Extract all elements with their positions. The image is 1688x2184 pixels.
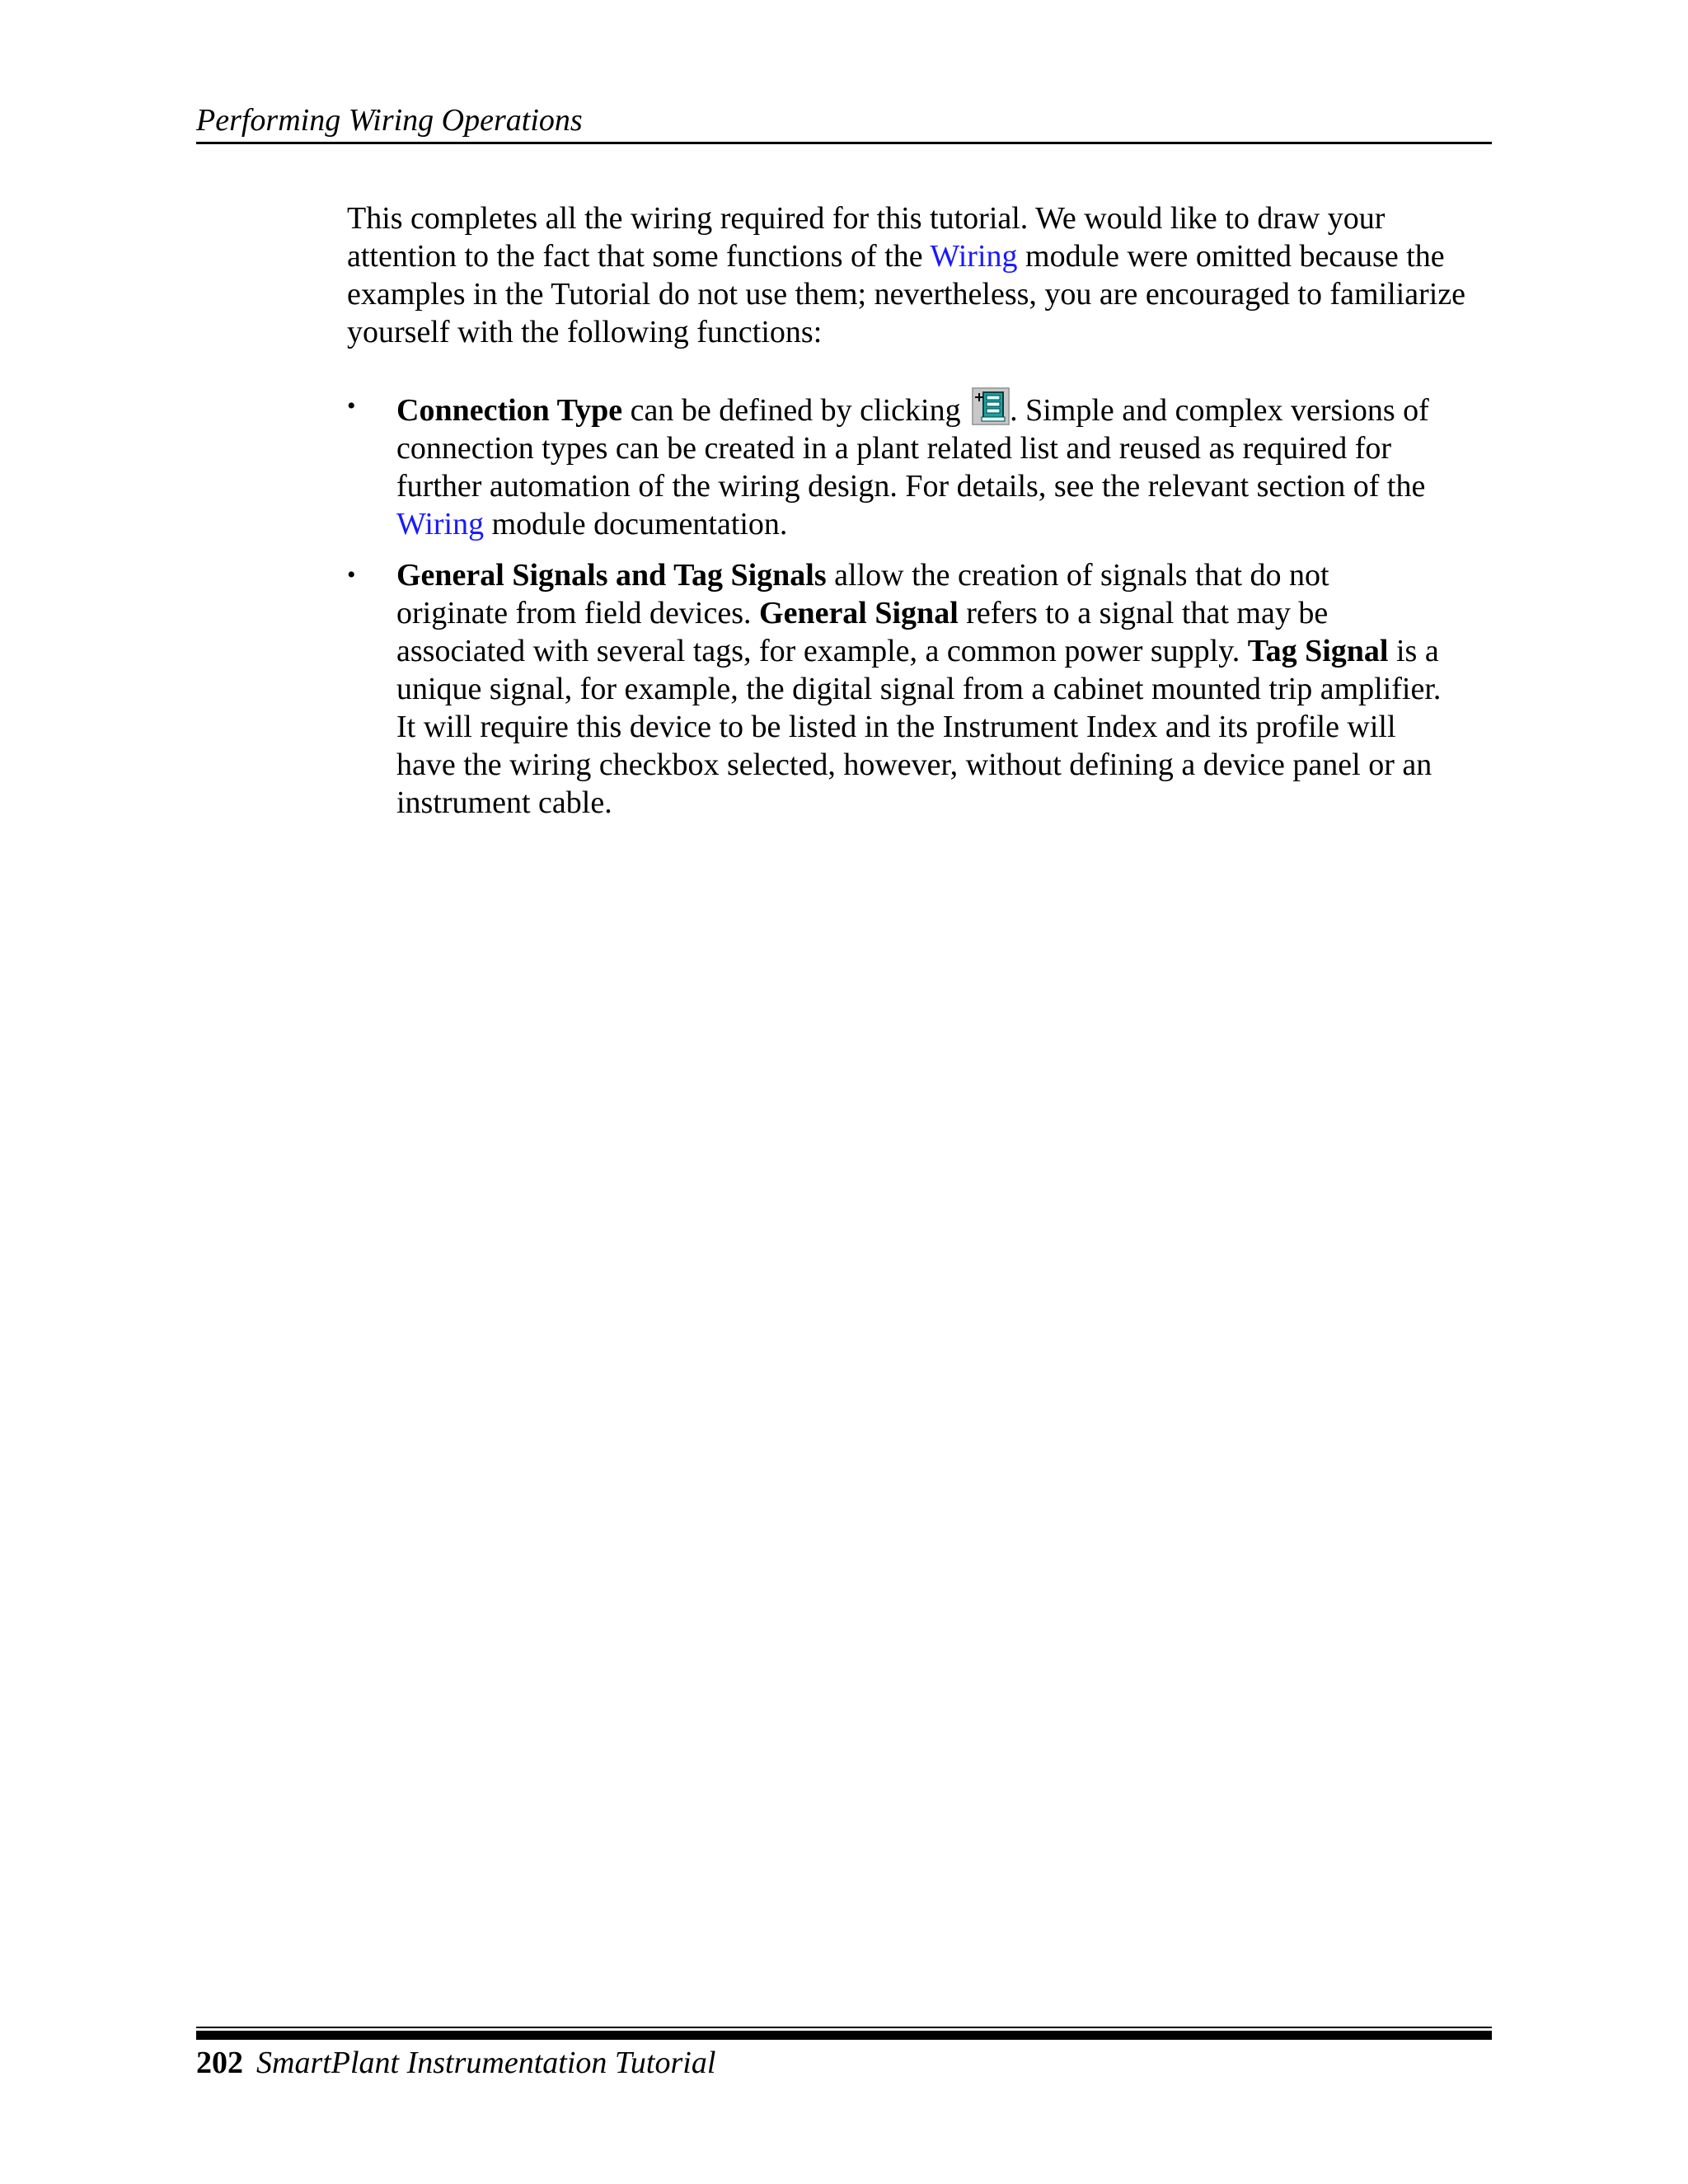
bold-term: Connection Type bbox=[396, 393, 623, 428]
wiring-link[interactable]: Wiring bbox=[930, 239, 1018, 274]
footer-title: SmartPlant Instrumentation Tutorial bbox=[256, 2046, 716, 2080]
bullet-dot: • bbox=[347, 392, 356, 419]
bold-term: General Signal bbox=[759, 596, 959, 630]
wiring-link[interactable]: Wiring bbox=[396, 507, 485, 541]
intro-text-1: This completes all the wiring required for this tutorial. We would like to draw your attention to the fact that some functions of the bbox=[347, 201, 1386, 274]
intro-text-2: module were omitted because the examples in the Tutorial do not use them; nevertheless, you are encouraged to familiarize yourself with the following functions: bbox=[347, 239, 1466, 349]
bullet-dot: • bbox=[347, 561, 356, 588]
bullet-text bbox=[396, 387, 1443, 543]
intro-paragraph bbox=[347, 199, 1476, 351]
bold-term: General Signals and Tag Signals bbox=[396, 558, 827, 593]
bold-term: Tag Signal bbox=[1247, 634, 1389, 668]
page-header bbox=[196, 97, 1492, 144]
bullet-text-part: . Simple and complex versions of connection types can be created in a plant related list and reused as required for further automation of the wiring design. For details, see the relevant section of the bbox=[396, 393, 1429, 504]
footer-rule bbox=[196, 2031, 1492, 2040]
connection-type-icon bbox=[972, 387, 1010, 425]
page-footer bbox=[196, 2044, 715, 2082]
bullet-text-part: module documentation. bbox=[484, 507, 788, 541]
header-title: Performing Wiring Operations bbox=[196, 103, 583, 138]
bullet-text-part: can be defined by clicking bbox=[622, 393, 969, 428]
bullet-text-part: refers to a signal that may be associated with several tags, for example, a common power supply. bbox=[396, 596, 1329, 668]
footer-rule-thin bbox=[196, 2027, 1492, 2028]
page-number: 202 bbox=[196, 2046, 243, 2080]
bullet-text-part: is a unique signal, for example, the digital signal from a cabinet mounted trip amplifier. It will require this device to be listed in the Instrument Index and its profile will have the wiring checkbox selected, however, without defining a device panel or an instrument cable. bbox=[396, 634, 1442, 820]
bullet-text bbox=[396, 556, 1443, 822]
bullet-text-part: allow the creation of signals that do not originate from field devices. bbox=[396, 558, 1329, 630]
